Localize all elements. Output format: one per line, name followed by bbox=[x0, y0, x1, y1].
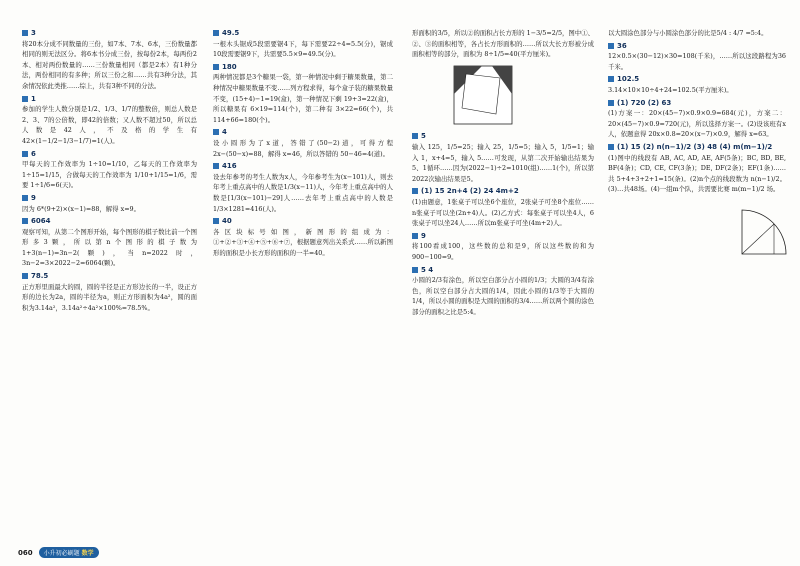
answer-block bbox=[412, 231, 594, 263]
answer-number: 40 bbox=[213, 216, 232, 227]
answer-number: (1) 720 (2) 63 bbox=[608, 98, 671, 109]
page-number: 060 bbox=[18, 548, 33, 557]
column-2 bbox=[213, 28, 393, 260]
explanation-text: 设去年参考的考生人数为x人，今年参考生为(x−101)人，则去年考上重点高中的人数是1/3(x−11)人，今年考上重点高中的人数是[1/3(x−101)−29]人……去年考上重点高中的人数是1/3×1281=416(人)。 bbox=[213, 172, 393, 213]
explanation-text: 观察可知，从第二个图形开始，每个图形的棋子数比前一个图形多3颗，所以第n个图形的棋子数为 1+3(n−1)=3n−2(颗)，当n=2022时，3n−2=3×2022−2=6064(颗)。 bbox=[22, 227, 197, 268]
answer-block bbox=[22, 28, 197, 92]
explanation-text: 参加的学生人数分别是1/2、1/3、1/7的整数倍，则总人数是2、3、7的公倍数，即42的倍数；又人数不超过50，所以总人数是42人，不及格的学生有 42×(1−1/2−1/3−1/7)=1(人)。 bbox=[22, 105, 197, 145]
answer-number: 3 bbox=[22, 28, 36, 39]
answer-number: (1) 15 2n+4 (2) 24 4m+2 bbox=[412, 186, 519, 197]
answer-block bbox=[608, 142, 786, 195]
answer-block bbox=[22, 149, 197, 191]
answer-block bbox=[22, 271, 197, 313]
explanation-text: 将20本分成不同数量的三份，如7本、7本、6本，三份数量都相同的则无法区分。将6本书分成三份，按每份2本，每两份2本、相对两份数量的……三份数量相同（都是2本）有1种分法，两份相同的有多种；所以三份之和……共有3种分法，其余情况依此类推……综上，共有3种不同的分法。 bbox=[22, 39, 197, 90]
answer-block bbox=[608, 74, 786, 95]
column-4 bbox=[608, 28, 786, 197]
explanation-text: 甲每天的工作效率为 1÷10=1/10，乙每天的工作效率为 1÷15=1/15，合做每天的工作效率为 1/10+1/15=1/6，需要 1÷1/6=6(天)。 bbox=[22, 160, 197, 190]
answer-block bbox=[213, 161, 393, 214]
book-subject: 数学 bbox=[81, 550, 94, 557]
answer-number: 78.5 bbox=[22, 271, 48, 282]
answer-block bbox=[412, 265, 594, 318]
answer-number: 180 bbox=[213, 62, 237, 73]
explanation-text: 设小圆形为了x道，答错了(50−2)道，可得方程 2x−(50−x)=88，解得 x=46，所以答错的 50−46=4(道)。 bbox=[213, 138, 393, 158]
answer-block bbox=[213, 28, 393, 60]
answer-number: 9 bbox=[412, 231, 426, 242]
book-title: 小升初必刷题 bbox=[43, 550, 80, 557]
explanation-text: 以大圆涂色部分与小圆涂色部分的比是5/4 : 4/7 =5:4。 bbox=[608, 29, 768, 37]
answer-number: 6064 bbox=[22, 216, 50, 227]
answer-block bbox=[608, 98, 786, 140]
answer-block bbox=[22, 193, 197, 214]
answer-block bbox=[608, 28, 786, 39]
explanation-text: 正方形里面最大的圆，圆的半径是正方形边长的一半，设正方形的边长为2a，圆的半径为a，则正方形面积为4a²，圆的面积为3.14a²，3.14a²÷4a²×100%=78.5%。 bbox=[22, 282, 197, 312]
answer-number: 4 bbox=[213, 127, 227, 138]
explanation-text: 输入 125，1/5=25；输入 25，1/5=5；输入 5，1/5=1；输入 1，x+4=5，输入 5……可发现，从第二次开始输出结果为5、1循环……因为(2022−1)÷2=1010(组)……1(个)，所以第2022次输出结果是5。 bbox=[412, 142, 594, 183]
column-3 bbox=[412, 28, 594, 319]
answer-number: 6 bbox=[22, 149, 36, 160]
explanation-text: 小圆的2/3有涂色，所以空白部分占小圆的1/3；大圆的3/4有涂色，所以空白部分占大圆的1/4，因此小圆的1/3等于大圆的1/4，所以小圆的面积是大圆的面积的3/4……所以两个圆的涂色部分的面积之比是5:4。 bbox=[412, 276, 594, 316]
page-footer bbox=[18, 547, 99, 558]
rectangle-fold-diagram bbox=[452, 64, 514, 126]
answer-block bbox=[213, 216, 393, 258]
answer-block bbox=[412, 131, 594, 184]
answer-block bbox=[22, 94, 197, 147]
explanation-text: 因为 6*(9+2)×(x−1)=88，解得 x=9。 bbox=[22, 204, 141, 213]
answer-number: 49.5 bbox=[213, 28, 239, 39]
explanation-text: (1)方案一：20×(45−7)×0.9×0.9=684(元)，方案二：20×(45−7)×0.9=720(元)，所以选择方案一。(2)设该班有x人，依题意得 20x×0.8=20×(x−7)×0.9，解得 x=63。 bbox=[608, 109, 786, 139]
answer-number: 102.5 bbox=[608, 74, 639, 85]
explanation-text: 12×0.5×(30−12)×30=108(千米)，……所以这段路程为36千米。 bbox=[608, 52, 786, 71]
answer-block bbox=[213, 62, 393, 126]
answer-number: (1) 15 (2) n(n−1)/2 (3) 48 (4) m(m−1)/2 bbox=[608, 142, 772, 153]
explanation-text: 两种情况都是3个糖果一袋，第一种情况中剩于糖果数量，第二种情况中糖果数量不变……列方程求得，每个盒子装的糖果数量不变，(15+4)−1=19(盒)，第一种情况下剩 19+3=22(盒)，所以糖果有 6×19=114(个)，第二种有 3×22=66(个)，共 114+66=180(个)。 bbox=[213, 73, 393, 124]
book-title-badge bbox=[39, 547, 99, 558]
explanation-text: 各区块标号如图，新图形的组成为：①+②+③+④+⑤+⑥+⑦，根据题意列出关系式……所以新图形的面积是小长方形的面积的一半=40。 bbox=[213, 227, 393, 257]
answer-block bbox=[412, 28, 594, 60]
answer-number: 1 bbox=[22, 94, 36, 105]
column-1 bbox=[22, 28, 197, 315]
explanation-text: 一根木头锯成5段需要锯4下，每下需要22÷4=5.5(分)，锯成10段需要锯9下，共需要5.5×9=49.5(分)。 bbox=[213, 39, 393, 59]
answer-number: 416 bbox=[213, 161, 237, 172]
answer-number: 9 bbox=[22, 193, 36, 204]
explanation-text: (1)图中的线段有 AB, AC, AD, AE, AF(5条)；BC, BD, BE, BF(4条)；CD, CE, CF(3条)；DE, DF(2条)；EF(1条)……共 5+4+3+2+1=15(条)。(2)n个点的线段数为 n(n−1)/2。(3)…共48场。(4)一组m个队，共需要比赛 m(m−1)/2 场。 bbox=[608, 153, 786, 194]
answer-block bbox=[213, 127, 393, 159]
explanation-text: 3.14×10×10÷4+24=102.5(平方厘米)。 bbox=[608, 85, 733, 94]
explanation-text: (1)由题意，1张桌子可以坐6个座位，2张桌子可坐8个座位……n张桌子可以坐(2n+4)人。(2)乙方式：每张桌子可以坐4人，6张桌子可以坐24人……所以m张桌子可坐(4m+2)人。 bbox=[412, 197, 594, 228]
answer-block bbox=[412, 186, 594, 228]
explanation-text: 形面积的3/5，所以②的面积占长方形的 1−3/5=2/5，图中①、②、③的面积相等，各占长方形面积的……所以大长方形被分成面积相等的部分，面积为 8÷1/5=40(平方厘米)。 bbox=[412, 29, 594, 59]
quarter-circle-diagram bbox=[736, 204, 794, 260]
answer-number: 5 bbox=[412, 131, 426, 142]
answer-block bbox=[608, 41, 786, 73]
answer-block bbox=[22, 216, 197, 269]
answer-number: 5 4 bbox=[412, 265, 433, 276]
answer-number: 36 bbox=[608, 41, 627, 52]
explanation-text: 将100看成100，这些数的总和是9，所以这些数的和为 900−100=9。 bbox=[412, 242, 594, 261]
